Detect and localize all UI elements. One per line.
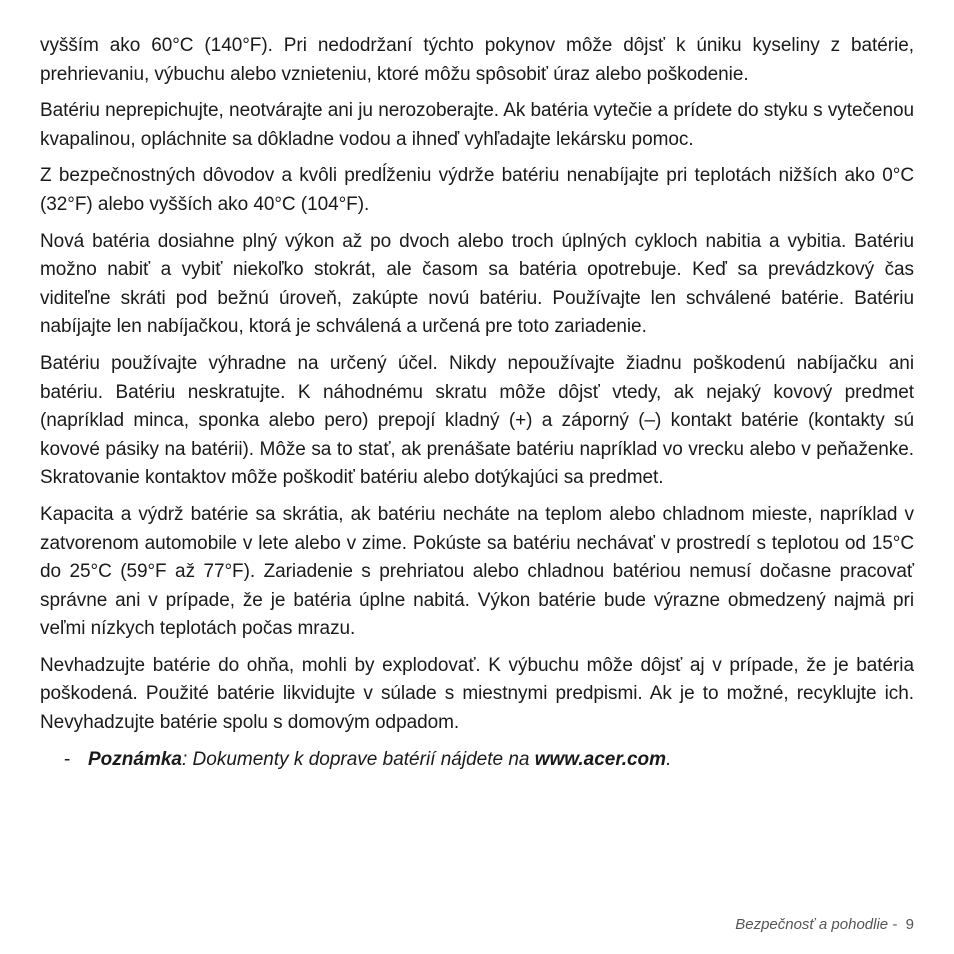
note-text: : Dokumenty k doprave batérií nájdete na: [181, 748, 535, 770]
paragraph-6: Kapacita a výdrž batérie sa skrátia, ak batériu necháte na teplom alebo chladnom mieste, napríklad v zatvorenom automobile v lete alebo v zime. Pokúste sa batériu nechávať v prostredí s teplotou od 15°C do 25°C (59°F až 77°F). Zariadenie s prehriatou alebo chladnou batériou nemusí dočasne pracovať správne ani v prípade, že je batéria úplne nabitá. Výkon batérie bude výrazne obmedzený najmä pri veľmi nízkych teplotách počas mrazu.: [40, 503, 914, 640]
paragraph-7: Nevhadzujte batérie do ohňa, mohli by explodovať. K výbuchu môže dôjsť aj v prípade, že je batéria poškodená. Použité batérie likvidujte v súlade s miestnymi predpismi. Ak je to možné, recyklujte ich. Nevyhadzujte batérie spolu s domovým odpadom.: [40, 654, 914, 734]
note-end: .: [666, 748, 672, 770]
footer-section-title: Bezpečnosť a pohodlie -: [735, 916, 898, 933]
paragraph-5: Batériu používajte výhradne na určený účel. Nikdy nepoužívajte žiadnu poškodenú nabíjačku ani batériu. Batériu neskratujte. K náhodnému skratu môže dôjsť vtedy, ak nejaký kovový predmet (napríklad minca, sponka alebo pero) prepojí kladný (+) a záporný (–) kontakt batérie (kontakty sú kovové pásiky na batérii). Môže sa to stať, ak prenášate batériu napríklad vo vrecku alebo v peňaženke. Skratovanie kontaktov môže poškodiť batériu alebo dotýkajúci sa predmet.: [40, 352, 914, 489]
page-number: 9: [905, 916, 914, 933]
paragraph-4: Nová batéria dosiahne plný výkon až po dvoch alebo troch úplných cykloch nabitia a vybitia. Batériu možno nabiť a vybiť niekoľko stokrát, ale časom sa batéria opotrebuje. Keď sa prevádzkový čas viditeľne skráti pod bežnú úroveň, zakúpte novú batériu. Používajte len schválené batérie. Batériu nabíjajte len nabíjačkou, ktorá je schválená a určená pre toto zariadenie.: [40, 230, 914, 338]
note-label: Poznámka: [88, 748, 182, 770]
paragraph-2: Batériu neprepichujte, neotvárajte ani ju nerozoberajte. Ak batéria vytečie a prídete do styku s vytečenou kvapalinou, opláchnite sa dôkladne vodou a ihneď vyhľadajte lekársku pomoc.: [40, 100, 914, 150]
page-body: [40, 32, 914, 774]
page-footer: [735, 916, 914, 933]
note-link[interactable]: www.acer.com: [534, 748, 667, 770]
note-bullet: -: [64, 748, 71, 770]
paragraph-3: Z bezpečnostných dôvodov a kvôli predĺženiu výdrže batériu nenabíjajte pri teplotách nižších ako 0°C (32°F) alebo vyšších ako 40°C (104°F).: [40, 165, 914, 215]
note: [40, 746, 914, 775]
paragraph-1: vyšším ako 60°C (140°F). Pri nedodržaní týchto pokynov môže dôjsť k úniku kyseliny z batérie, prehrievaniu, výbuchu alebo vznieteniu, ktoré môžu spôsobiť úraz alebo poškodenie.: [40, 35, 914, 85]
